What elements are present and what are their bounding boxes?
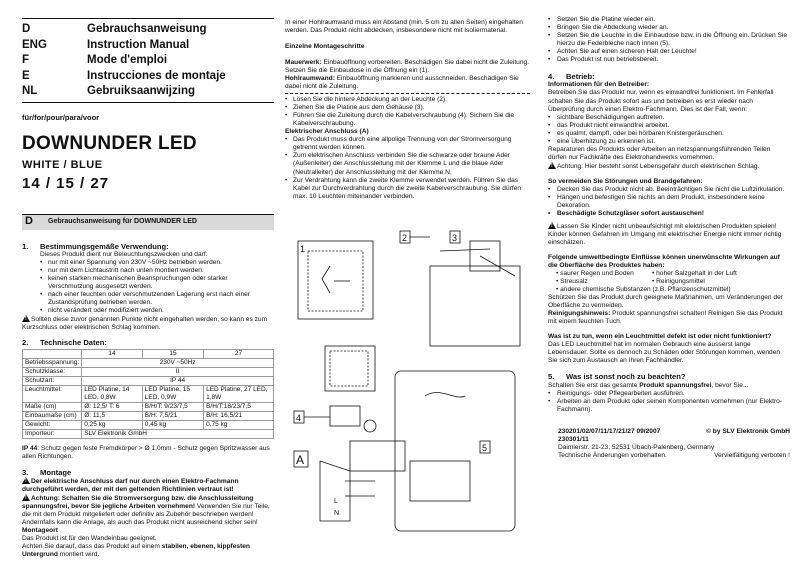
footer-tech: Technische Änderungen vorbehalten. (558, 451, 667, 459)
betrieb-sub: Informationen für den Betreiber: (548, 81, 650, 89)
product-colors: WHITE / BLUE (22, 158, 103, 171)
footer-print: Vervielfältigung verboten ! (714, 451, 790, 459)
heading-usage: 1. Bestimmungsgemäße Verwendung: (22, 241, 169, 251)
figure-label: 5 (482, 443, 488, 453)
column-2 (285, 19, 530, 201)
montageort-text-1: Das Produkt ist für den Wandeinbau geeignet. (22, 535, 157, 543)
list-item: • Bringen Sie die Abdeckung wieder an. (548, 24, 790, 32)
heading-montage: 3. Montage (22, 467, 72, 477)
list-item: • Reinigungs- oder Pflegearbeiten ausführen. (548, 390, 790, 398)
section-bar (22, 214, 274, 230)
montageort-title: Montageort (22, 527, 58, 535)
language-row: ENG Instruction Manual (22, 38, 190, 51)
usage-intro: Dieses Produkt dient nur Beleuchtungszwecken und darf: (40, 250, 208, 258)
warning-icon (22, 477, 30, 484)
table-row: Schutzart: IP 44 (23, 377, 274, 386)
steps-title: Einzelne Montageschritte (285, 43, 365, 51)
terminal-label: L (334, 498, 338, 505)
avoid-title: So vermeiden Sie Störungen und Brandgefahren: (548, 177, 703, 185)
mauerwerk-text: Mauerwerk: Einbauöffnung vorbereiten. Beschädigen Sie dabei nicht die Zuleitung. Setzen Sie die Einbaudose in die Öffnung ein (1). (285, 59, 530, 75)
defect-title: Was ist zu tun, wenn ein Leuchtmittel defekt ist oder nicht funktioniert? (548, 333, 772, 341)
table-row: Maße (cm) Ø: 12,5/ T: 6 B/H/T: 9/23/7,5 B/H/T:18/23/7,5 (23, 402, 274, 411)
terminal-label: N (334, 510, 340, 517)
hohlraum-text: Hohlraumwand: Einbauöffnung markieren und ausschneiden. Beschädigen Sie dabei nicht die Zuleitung. (285, 75, 519, 91)
other-intro: Schalten Sie erst das gesamte Produkt spannungsfrei, bevor Sie... (548, 381, 749, 389)
steps-list (285, 96, 530, 128)
product-numbers: 14 / 15 / 27 (22, 175, 110, 193)
anschluss-list (285, 136, 530, 200)
section-title: Gebrauchsanweisung für DOWNUNDER LED (48, 217, 197, 225)
table-row: Betriebsspannung: 230V ~50Hz (23, 359, 274, 368)
list-item: • es qualmt, dampft, oder bei hörbaren Knistergeräuschen. (548, 130, 790, 138)
table-row: Schutzklasse: II (23, 368, 274, 377)
betrieb-text: Betreiben Sie das Produkt nur, wenn es einwandfrei funktioniert. Im Fehlerfall schalten Sie das Produkt sofort aus und betreiben es erst wieder nach Überprüfung durch einen Elektro-Fachmann. Dies ist der Fall, wenn: (548, 89, 774, 113)
language-row: NL Gebruiksaanwijzing (22, 85, 195, 97)
language-list (22, 18, 274, 103)
footer-code-2: 230301/11 (558, 435, 589, 443)
figure-label: 3 (452, 233, 458, 243)
env-item: • Streusalz (556, 278, 588, 286)
figure-label: A (296, 453, 305, 467)
montage-warning-2: !Achtung: Schalten Sie die Stromversorgung bzw. die Anschlussleitung spannungsfrei, bevor Sie jegliche Arbeiten vornehmen! Verwenden Sie nur Teile, die mit dem Produkt mitgeliefert oder definitiv als Zubehör beschrieben werden! Andernfalls kann die Anlage, als auch das Produkt nicht ausreichend sicher sein! (22, 494, 274, 527)
list-item: • keinen starken mechanischen Beanspruchungen oder starker Verschmutzung ausgesetzt werden. (40, 275, 274, 291)
ip-note: IP 44: Schutz gegen feste Fremdkörper > Ø 1,0mm - Schutz gegen Spritzwasser aus allen Richtungen. (22, 444, 270, 460)
heading-tech: 2. Technische Daten: (22, 338, 107, 348)
list-item: • eine Überhitzung zu erkennen ist. (548, 138, 790, 146)
list-item: • nach einer feuchten oder verschmutzenden Lagerung erst nach einer Zustandsprüfung betrieben werden. (40, 291, 274, 307)
list-item: • Beschädigte Schutzgläser sofort austauschen! (548, 210, 790, 218)
language-row: F Mode d'emploi (22, 54, 168, 66)
avoid-list (548, 186, 790, 218)
env-item: • Reinigungsmittel (652, 278, 705, 286)
list-item: • Arbeiten an dem Produkt oder seinen Komponenten vornehmen (nur Elektro-Fachmann). (548, 398, 790, 414)
for-line: für/for/pour/para/voor (22, 112, 100, 122)
heading-betrieb: 4. Betrieb: (548, 72, 595, 82)
clean-text: Reinigungshinweis: Produkt spannungsfrei schalten! Reinigen Sie das Produkt mit einem feuchten Tuch. (548, 310, 783, 326)
heading-other: 5. Was ist sonst noch zu beachten? (548, 372, 686, 382)
cavity-intro: In einer Hohlraumwand muss ein Abstand (min. 5 cm zu allen Seiten) eingehalten werden. Das Produkt nicht abdecken, insbesondere nicht mit Isoliermaterial. (285, 19, 523, 35)
betrieb-text-2: Reparaturen des Produkts oder Arbeiten an netzspannungsführenden Teilen dürfen nur Fachkräfte des Elektrohandwerks vornehmen. (548, 145, 771, 161)
betrieb-warning: !Achtung: Hier besteht sonst Lebensgefahr durch elektrischen Schlag. (548, 162, 790, 171)
list-item: • Setzen Sie die Platine wieder ein. (548, 16, 790, 24)
list-item: • das Produkt nicht einwandfrei arbeitet. (548, 122, 790, 130)
list-item: • nicht verändert oder modifiziert werden. (40, 307, 274, 315)
warning-icon (22, 315, 30, 322)
figure-label: 2 (402, 233, 408, 243)
table-row: 14 15 27 (23, 350, 274, 359)
figure-label: 4 (296, 413, 302, 423)
mounting-illustration (290, 221, 535, 541)
list-item: • Hängen und befestigen Sie nichts an dem Produkt, insbesondere keine Dekoration. (548, 194, 790, 210)
list-item: • Zum elektrischen Anschluss verbinden Sie die schwarze oder braune Ader (Außenleiter) der Anschlussleitung mit der Klemme L und die blaue Ader (Neutralleiter) der Anschlussleitung mit der Klemme N. (285, 152, 530, 176)
children-warning: !Lassen Sie Kinder nicht unbeaufsichtigt mit elektrischen Produkten spielen! Kinder können Gefahren im Umgang mit elektrischer Energie nicht immer richtig einschätzen. (548, 222, 790, 247)
figure-label: 1 (300, 244, 306, 254)
list-item: • nur mit dem Lichtaustritt nach unten montiert werden. (40, 267, 274, 275)
language-row: D Gebrauchsanweisung (22, 23, 207, 35)
column-3 (548, 16, 790, 460)
env-title: Folgende umweltbedingte Einflüsse können unerwünschte Wirkungen auf die Oberfläche des Produktes haben: (548, 254, 780, 270)
column-1 (22, 18, 274, 559)
warning-icon (548, 162, 556, 169)
list-item: • Lösen Sie die hintere Abdeckung an der Leuchte (2). (285, 96, 530, 104)
final-steps-list (548, 16, 790, 64)
list-item: • Decken Sie das Produkt nicht ab. Beeinträchtigen Sie nicht die Luftzirkulation. (548, 186, 790, 194)
env-items (548, 270, 790, 286)
wall-opening (298, 241, 373, 319)
list-item: • nur mit einer Spannung von 230V ~50Hz betrieben werden. (40, 259, 274, 267)
montage-warning-1: !Der elektrische Anschluss darf nur durch einen Elektro-Fachmann durchgeführt werden, der mit den geltenden Richtlinien vertraut ist! (22, 477, 274, 494)
usage-list (40, 259, 274, 315)
footer-codes: 230201/02/07/11/17/21/27 09/2007 (558, 427, 661, 435)
table-row: Einbaumaße (cm) Ø: 11,5 B/H: 7,5/21 B/H: 16,5/21 (23, 411, 274, 420)
usage-warning: !Sollten diese zuvor genannten Punkte nicht eingehalten werden, so kann es zum Kurzschluss oder elektrischen Schlag kommen. (22, 315, 274, 332)
table-row: Gewicht: 0,25 kg 0,45 kg 0,75 kg (23, 420, 274, 429)
footer (548, 428, 790, 460)
divider (285, 93, 530, 94)
env-item: • andere chemische Substanzen (z.B. Pflanzenschutzmittel) (556, 286, 731, 294)
table-row: Importeur: SLV Elektronik GmbH (23, 429, 274, 438)
other-list (548, 390, 790, 414)
tech-table (22, 349, 274, 438)
anschluss-title: Elektrischer Anschluss (A) (285, 128, 369, 136)
list-item: • Achten Sie auf einen sicheren Halt der Leuchte! (548, 48, 790, 56)
betrieb-list (548, 114, 790, 146)
footer-address: Daimlerstr. 21-23, 52531 Übach-Palenberg, Germany (558, 443, 715, 451)
warning-icon (548, 222, 556, 229)
language-row: E Instrucciones de montaje (22, 69, 226, 82)
env-item: • hoher Salzgehalt in der Luft (652, 270, 737, 278)
list-item: • Setzen Sie die Leuchte in die Einbaudose bzw. in die Öffnung ein. Drücken Sie hierzu die Federbleche nach innen (5). (548, 32, 790, 48)
list-item: • Das Produkt muss durch eine allpolige Trennung von der Stromversorgung getrennt werden können. (285, 136, 530, 152)
env-text: Schützen Sie das Produkt durch geeignete Maßnahmen, um Veränderungen der Oberfläche zu vermeiden. (548, 294, 783, 310)
table-row: Leuchtmittel: LED Platine, 14 LED, 0,8W LED Platine, 15 LED, 0,9W LED Platine, 27 LED, 1,8W (23, 386, 274, 403)
warning-icon (22, 494, 30, 501)
list-item: • Das Produkt ist nun betriebsbereit. (548, 56, 790, 64)
defect-text: Das LED Leuchtmittel hat im normalen Gebrauch eine äusserst lange Lebensdauer. Sollte es dennoch zu Schäden oder Störungen kommen, wenden Sie sich zum Austausch an Ihren Fachhändler. (548, 341, 781, 365)
montageort-text-2: Achten Sie darauf, dass das Produkt auf einem stabilen, ebenen, kippfesten Untergrund montiert wird. (22, 543, 250, 559)
list-item: • Ziehen Sie die Platine aus dem Gehäuse (3). (285, 104, 530, 112)
footer-copyright: © by SLV Elektronik GmbH (706, 427, 790, 435)
list-item: • sichtbare Beschädigungen auftreten. (548, 114, 790, 122)
list-item: • Zur Verdrahtung kann die zweite Klemme verwendet werden. Führen Sie das Kabel zur Durchverdrahtung durch die zweite Kabelverschraubung. Sie dürfen max. 10 Leuchten miteinander verbinden. (285, 177, 530, 201)
product-title: DOWNUNDER LED (22, 132, 197, 154)
section-letter: D (25, 215, 33, 228)
list-item: • Führen Sie die Zuleitung durch die Kabelverschraubung (4). Sichern Sie die Kabelverschraubung. (285, 112, 530, 128)
env-item: • saurer Regen und Boden (556, 270, 634, 278)
